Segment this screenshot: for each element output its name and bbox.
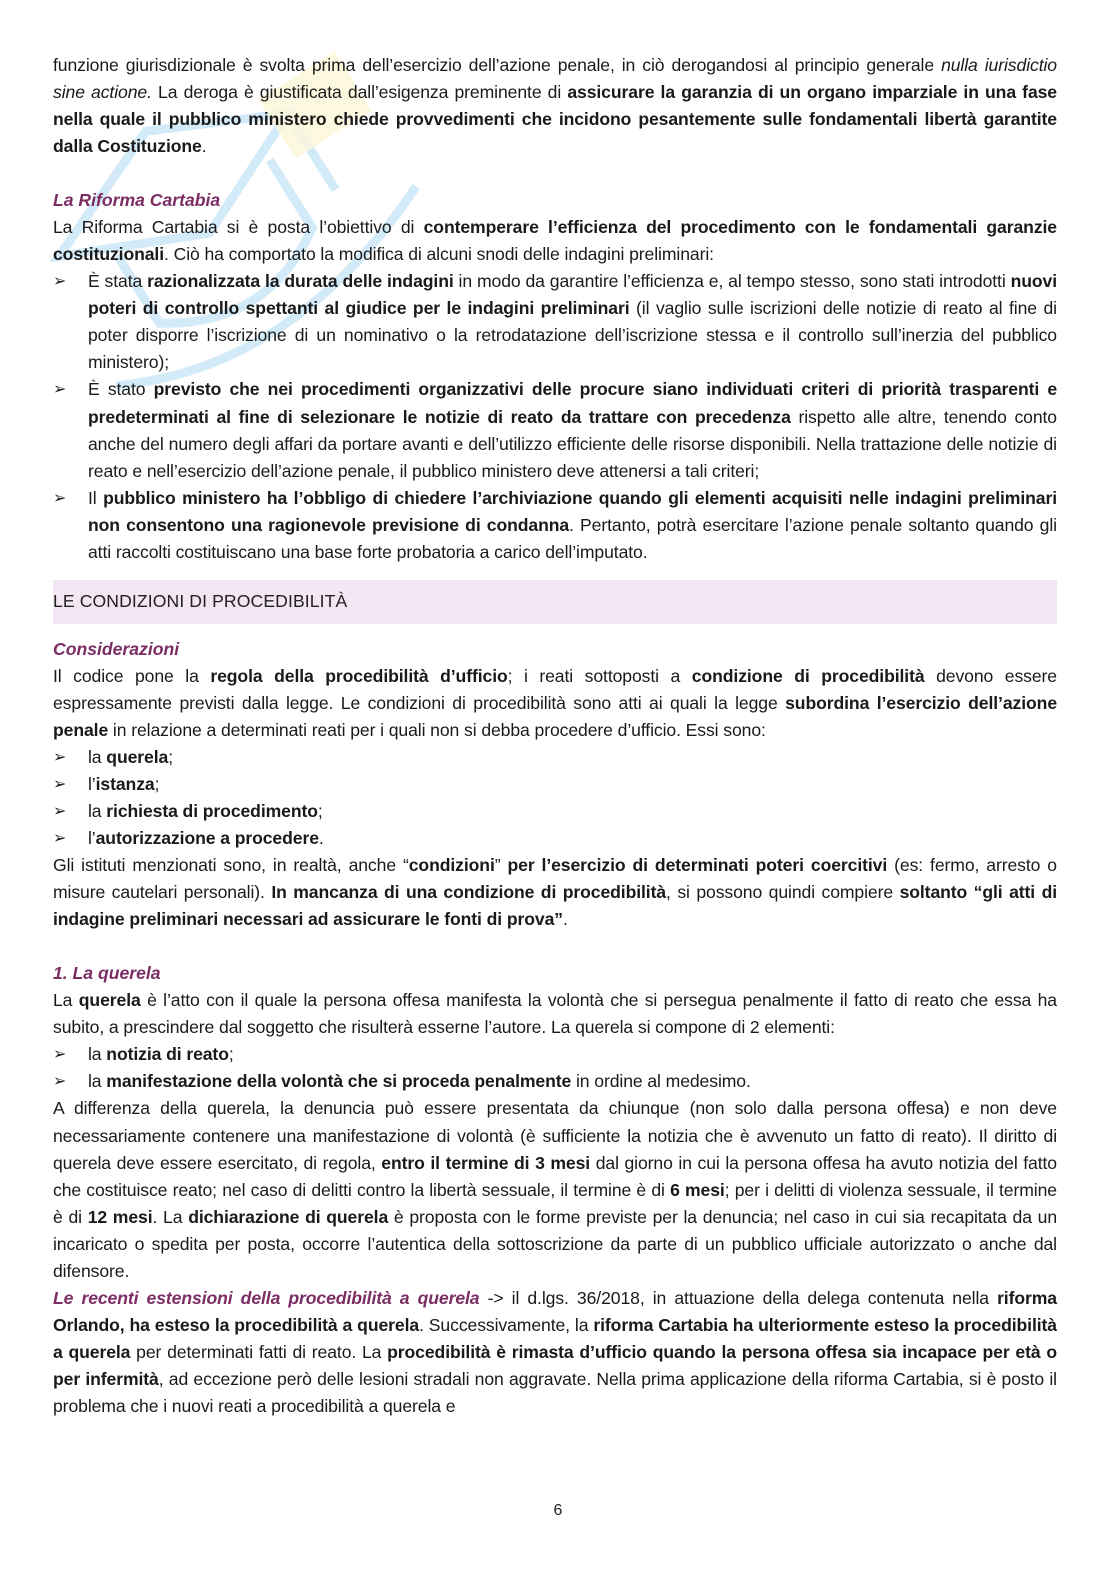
querela-list <box>53 1041 1057 1095</box>
text-run: . Successivamente, la <box>419 1314 594 1335</box>
bold-text: manifestazione della volontà che si proceda penalmente <box>106 1071 572 1092</box>
list-item <box>53 1068 1057 1095</box>
list-item-text <box>88 379 1057 480</box>
text-run: in relazione a determinati reati per i quali non si debba procedere d’ufficio. Essi sono: <box>108 719 766 740</box>
arrow-bullet-icon: ➢ <box>53 830 67 848</box>
riforma-heading: La Riforma Cartabia <box>53 190 221 211</box>
list-item-text <box>88 828 324 848</box>
list-item-text <box>88 747 173 767</box>
list-item <box>53 798 1057 825</box>
bold-text: regola della procedibilità d’ufficio <box>210 665 508 686</box>
condizioni-list <box>53 744 1057 852</box>
list-item <box>53 268 1057 376</box>
text-run: , ad eccezione però delle lesioni stradali non aggravate. Nella prima applicazione della riforma Cartabia, si è posto il problema che i nuovi reati a procedibilità a querela e <box>53 1368 1057 1416</box>
arrow-bullet-icon: ➢ <box>53 748 67 766</box>
text-run: la <box>88 1044 107 1065</box>
text-run: Il codice pone la <box>53 665 211 686</box>
arrow-bullet-icon: ➢ <box>53 489 67 507</box>
spacer <box>53 933 1057 960</box>
bold-text: procedibilità è rimasta d’ufficio quando la persona offesa sia incapace per età o per infermità <box>53 1341 1057 1389</box>
bold-text: riforma Cartabia ha ulteriormente esteso la procedibilità a querela <box>53 1314 1057 1362</box>
arrow-bullet-icon: ➢ <box>53 803 67 821</box>
list-item-text <box>88 801 323 821</box>
text-run: ” <box>494 855 508 876</box>
text-run: Gli istituti menzionati sono, in realtà, anche “ <box>53 855 409 876</box>
text-run: ; <box>317 801 323 822</box>
arrow-bullet-icon: ➢ <box>53 1073 67 1091</box>
text-run: in modo da garantire l’efficienza e, al tempo stesso, sono stati introdotti <box>453 271 1011 292</box>
text-run: in ordine al medesimo. <box>571 1071 751 1092</box>
text-run: È stato <box>88 379 154 400</box>
bold-text: condizioni <box>408 855 495 876</box>
text-run: rispetto alle altre, tenendo conto anche del numero degli affari da portare avanti e dell’utilizzo efficiente delle risorse disponibili. Nella trattazione delle notizie di reato e nell’esercizio dell’azione penale, il pubblico ministero deve attenersi a tali criteri; <box>88 406 1057 481</box>
list-item <box>53 376 1057 484</box>
text-run: La <box>53 990 79 1011</box>
bold-text: notizia di reato <box>106 1044 229 1065</box>
bold-text: richiesta di procedimento <box>106 801 318 822</box>
text-run: l’ <box>88 773 96 794</box>
text-run: per determinati fatti di reato. La <box>130 1341 388 1362</box>
section-header <box>53 580 1057 624</box>
list-item <box>53 744 1057 771</box>
text-run: (il vaglio sulle iscrizioni delle notizie di reato al fine di poter disporre l’iscrizione di un nominativo o la retrodatazione dell’iscrizione stessa e il controllo sull’inerzia del pubblico ministero); <box>88 298 1057 373</box>
arrow-bullet-icon: ➢ <box>53 1046 67 1064</box>
bold-text: 12 mesi <box>87 1206 153 1227</box>
querela-detail-paragraph <box>53 1095 1057 1284</box>
bold-text: subordina l’esercizio dell’azione penale <box>53 692 1057 740</box>
list-item-text <box>88 1071 751 1091</box>
text-run: la <box>88 746 107 767</box>
considerazioni-closing <box>53 852 1057 933</box>
list-item-text <box>88 271 1057 372</box>
text-run: è l’atto con il quale la persona offesa manifesta la volontà che si persegua penalmente il fatto di reato che essa ha subito, a prescindere dal soggetto che risulterà esserne l’autore. La querela si compone di 2 elementi: <box>53 990 1057 1038</box>
bold-text: per l’esercizio di determinati poteri coercitivi <box>507 855 888 876</box>
bold-text: razionalizzata la durata delle indagini <box>147 271 454 292</box>
text-run: ; i reati sottoposti a <box>507 665 692 686</box>
list-item <box>53 485 1057 566</box>
bold-text: querela <box>78 990 141 1011</box>
text-run: (es: fermo, arresto o misure cautelari personali). <box>53 855 1057 903</box>
bold-text: dichiarazione di querela <box>188 1206 389 1227</box>
text-run: . <box>318 828 324 849</box>
bold-text: pubblico ministero ha l’obbligo di chiedere l’archiviazione quando gli elementi acquisiti nelle indagini preliminari non consentono una ragionevole previsione di condanna <box>88 487 1057 535</box>
bold-text: In mancanza di una condizione di procedibilità <box>271 882 667 903</box>
accent-text: Le recenti estensioni della procedibilità a querela <box>53 1287 480 1308</box>
bold-text: soltanto “gli atti di indagine preliminari necessari ad assicurare le fonti di prova” <box>53 882 1058 930</box>
text-run: La deroga è giustificata dall’esigenza preminente di <box>151 82 568 103</box>
italic-text: nulla iurisdictio sine actione. <box>53 55 1057 103</box>
bold-text: riforma Orlando, ha esteso la procedibilità a querela <box>53 1287 1057 1335</box>
text-run: Il <box>88 487 104 508</box>
bold-text: autorizzazione a procedere <box>95 828 319 849</box>
text-run: -> il d.lgs. 36/2018, in attuazione della delega contenuta nella <box>479 1287 998 1308</box>
text-run: è proposta con le forme previste per la denuncia; nel caso in cui sia recapitata da un incaricato o spedita per posta, occorre l’autentica della sottoscrizione da parte di un pubblico ufficiale autorizzato o anche dal difensore. <box>53 1206 1058 1281</box>
page-number: 6 <box>553 1502 563 1519</box>
intro-paragraph <box>53 52 1057 160</box>
bold-text: 6 mesi <box>670 1179 725 1200</box>
text-run: La Riforma Cartabia si è posta l’obiettivo di <box>53 217 424 238</box>
text-run: ; <box>228 1044 234 1065</box>
text-run: ; <box>168 746 173 767</box>
list-item-text <box>88 1044 234 1064</box>
text-run: la <box>88 1071 107 1092</box>
text-run: la <box>88 801 107 822</box>
considerazioni-paragraph <box>53 663 1057 744</box>
text-run: l’ <box>88 828 96 849</box>
bold-text: assicurare la garanzia di un organo imparziale in una fase nella quale il pubblico ministero chiede provvedimenti che incidono pesantemente sulle fondamentali libertà garantite dalla Costituzione <box>53 82 1057 157</box>
bold-text: entro il termine di 3 mesi <box>381 1152 591 1173</box>
bold-text: nuovi poteri di controllo spettanti al giudice per le indagini preliminari <box>88 271 1057 319</box>
section-title: LE CONDIZIONI DI PROCEDIBILITÀ <box>53 591 348 612</box>
arrow-bullet-icon: ➢ <box>53 775 67 793</box>
text-run: , si possono quindi compiere <box>666 882 900 903</box>
text-run: . Ciò ha comportato la modifica di alcuni snodi delle indagini preliminari: <box>164 244 714 265</box>
bold-text: querela <box>106 746 169 767</box>
spacer <box>53 160 1057 187</box>
querela-heading: 1. La querela <box>53 963 161 984</box>
list-item-text <box>88 488 1057 562</box>
querela-paragraph <box>53 987 1057 1041</box>
bold-text: istanza <box>95 773 155 794</box>
bold-text: contemperare l’efficienza del procedimento con le fondamentali garanzie costituzionali <box>53 217 1057 265</box>
text-run: . Pertanto, potrà esercitare l’azione penale soltanto quando gli atti raccolti costituiscano una base forte probatoria a carico dell’imputato. <box>88 514 1057 562</box>
list-item <box>53 825 1057 852</box>
text-run: . <box>201 136 207 157</box>
riforma-paragraph <box>53 214 1057 268</box>
text-run: funzione giurisdizionale è svolta prima dell’esercizio dell’azione penale, in ciò derogandosi al principio generale <box>53 55 942 75</box>
list-item <box>53 771 1057 798</box>
text-run: dal giorno in cui la persona offesa ha avuto notizia del fatto che costituisce reato; nel caso di delitti contro la libertà sessuale, il termine è di <box>53 1152 1057 1200</box>
list-item-text <box>88 774 159 794</box>
text-run: devono essere espressamente previsti dalla legge. Le condizioni di procedibilità sono atti ai quali la legge <box>53 665 1057 713</box>
bold-text: previsto che nei procedimenti organizzativi delle procure siano individuati criteri di priorità trasparenti e predeterminati al fine di selezionare le notizie di reato da trattare con precedenza <box>88 379 1058 427</box>
riforma-list <box>53 268 1057 566</box>
text-run: È stata <box>88 271 148 292</box>
bold-text: condizione di procedibilità <box>691 665 925 686</box>
text-run: A differenza della querela, la denuncia può essere presentata da chiunque (non solo dalla persona offesa) e non deve necessariamente contenere una manifestazione di volontà (è sufficiente la notizia che è avvenuto un fatto di reato). Il diritto di querela deve essere esercitato, di regola, <box>53 1098 1057 1173</box>
arrow-bullet-icon: ➢ <box>53 381 67 399</box>
text-run: . La <box>152 1206 189 1227</box>
document-page <box>53 52 1057 1420</box>
considerazioni-heading: Considerazioni <box>53 638 180 659</box>
text-run: ; <box>154 773 160 794</box>
text-run: . <box>562 909 568 930</box>
arrow-bullet-icon: ➢ <box>53 273 67 291</box>
text-run: ; per i delitti di violenza sessuale, il termine è di <box>53 1179 1057 1227</box>
estensioni-paragraph <box>53 1285 1057 1420</box>
list-item <box>53 1041 1057 1068</box>
